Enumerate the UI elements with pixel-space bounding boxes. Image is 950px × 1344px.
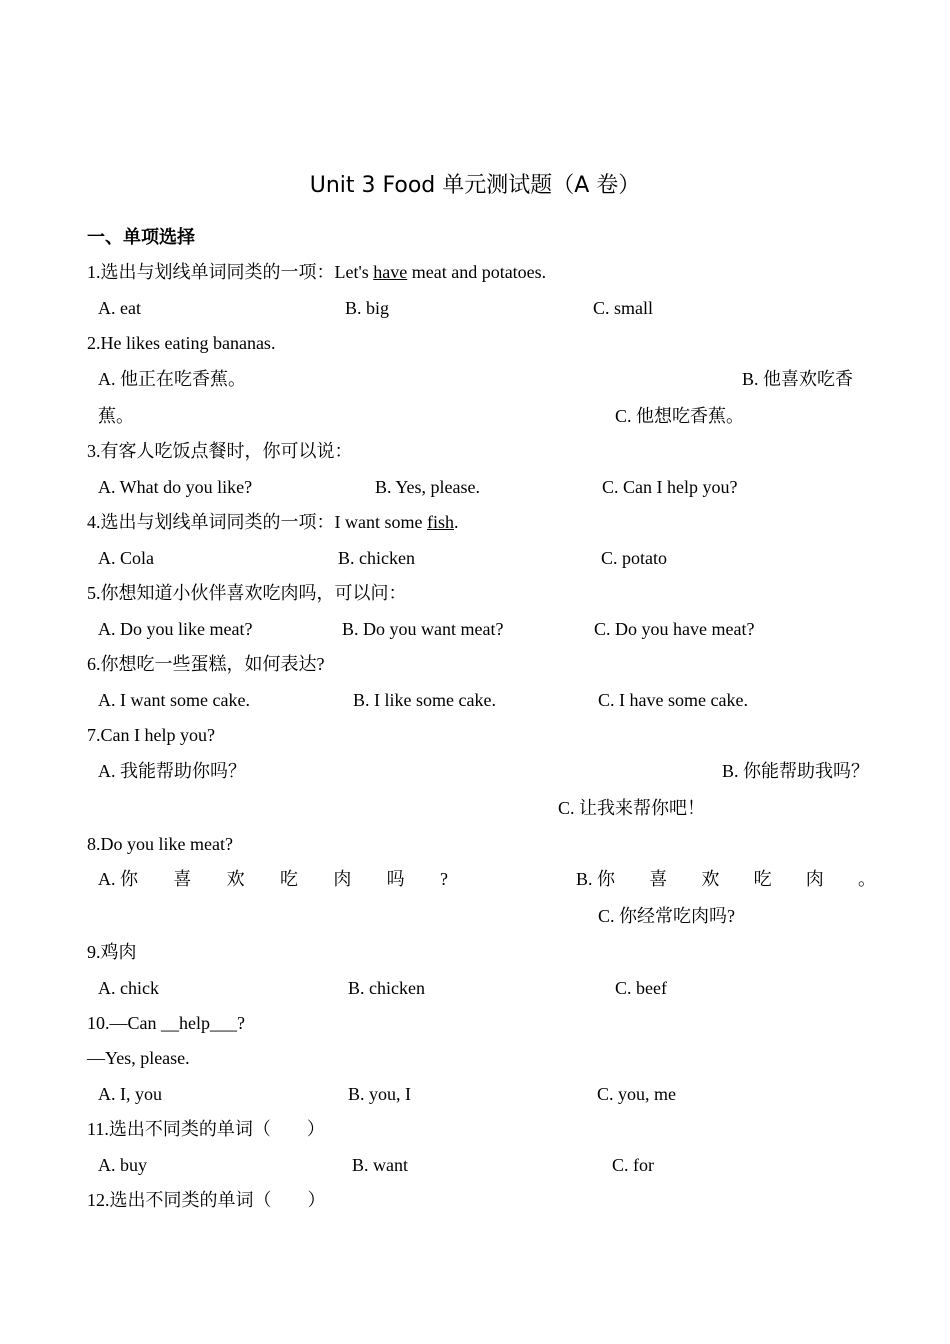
question-8-option-b-char: 。 (857, 869, 876, 889)
question-10-option-a[interactable]: A. I, you (98, 1084, 162, 1104)
question-8-option-b-char: 喜 (649, 869, 668, 889)
question-1-option-a[interactable]: A. eat (98, 298, 141, 318)
question-5-stem: 5.你想知道小伙伴喜欢吃肉吗，可以问： (87, 583, 407, 603)
question-7-option-c[interactable]: C. 让我来帮你吧！ (558, 798, 706, 818)
question-4-stem-suffix: . (453, 512, 459, 532)
question-11-stem: 11.选出不同类的单词（ ） (87, 1119, 325, 1139)
question-8-option-b-char: B. 你 (576, 869, 616, 889)
question-6-option-c[interactable]: C. I have some cake. (598, 690, 748, 710)
question-8-option-b-char: 欢 (701, 869, 720, 889)
page-title: Unit 3 Food 单元测试题（A 卷） (309, 173, 641, 198)
question-4-stem-prefix: 4.选出与划线单词同类的一项：I want some (87, 512, 427, 532)
question-2-option-c[interactable]: C. 他想吃香蕉。 (615, 406, 745, 426)
question-5-option-c[interactable]: C. Do you have meat? (594, 619, 755, 639)
question-2-stem: 2.He likes eating bananas. (87, 333, 276, 353)
question-1-stem-suffix: meat and potatoes. (407, 262, 547, 282)
question-8-option-b-char: 肉 (805, 869, 824, 889)
question-1-stem-prefix: 1.选出与划线单词同类的一项：Let's (87, 262, 374, 282)
question-11-option-b[interactable]: B. want (352, 1155, 408, 1175)
question-10-stem-reply: —Yes, please. (87, 1048, 190, 1068)
question-11-option-c[interactable]: C. for (612, 1155, 654, 1175)
question-6-stem: 6.你想吃一些蛋糕，如何表达? (87, 654, 325, 674)
question-7-option-b[interactable]: B. 你能帮助我吗？ (722, 761, 870, 781)
question-1-underlined-word: have (373, 262, 408, 282)
question-3-option-a[interactable]: A. What do you like? (98, 477, 253, 497)
question-4-underlined-word: fish (426, 512, 454, 532)
question-8-option-b[interactable] (576, 867, 876, 891)
question-8-option-a-char: 吃 (279, 869, 298, 889)
question-9-option-c[interactable]: C. beef (615, 978, 667, 998)
question-6-option-b[interactable]: B. I like some cake. (353, 690, 496, 710)
question-10-option-b[interactable]: B. you, I (348, 1084, 411, 1104)
question-8-option-a-char: ? (439, 869, 448, 889)
question-7-stem: 7.Can I help you? (87, 725, 215, 745)
section-heading: 一、单项选择 (87, 227, 195, 247)
question-3-option-c[interactable]: C. Can I help you? (602, 477, 738, 497)
question-2-option-a[interactable]: A. 他正在吃香蕉。 (98, 369, 246, 389)
question-2-option-b[interactable]: B. 他喜欢吃香 (742, 369, 854, 389)
question-8-option-a-char: 欢 (226, 869, 245, 889)
question-9-option-a[interactable]: A. chick (98, 978, 159, 998)
question-2-option-b-continued[interactable]: 蕉。 (98, 406, 134, 426)
question-4-option-b[interactable]: B. chicken (338, 548, 415, 568)
question-9-option-b[interactable]: B. chicken (348, 978, 425, 998)
question-9-stem: 9.鸡肉 (87, 942, 137, 962)
question-10-option-c[interactable]: C. you, me (597, 1084, 676, 1104)
question-8-option-a-char: A. 你 (98, 869, 138, 889)
question-8-option-a[interactable] (98, 867, 448, 891)
question-5-option-a[interactable]: A. Do you like meat? (98, 619, 253, 639)
question-12-stem: 12.选出不同类的单词（ ） (87, 1190, 326, 1210)
question-10-stem: 10.—Can __help___? (87, 1013, 245, 1033)
question-4-option-a[interactable]: A. Cola (98, 548, 154, 568)
question-1-option-c[interactable]: C. small (593, 298, 654, 318)
question-7-option-a[interactable]: A. 我能帮助你吗？ (98, 761, 246, 781)
question-1-stem (87, 260, 546, 284)
question-6-option-a[interactable]: A. I want some cake. (98, 690, 250, 710)
question-8-stem: 8.Do you like meat? (87, 834, 233, 854)
question-8-option-a-char: 喜 (173, 869, 192, 889)
question-4-option-c[interactable]: C. potato (601, 548, 667, 568)
question-5-option-b[interactable]: B. Do you want meat? (342, 619, 504, 639)
question-8-option-c[interactable]: C. 你经常吃肉吗? (598, 906, 735, 926)
question-8-option-b-char: 吃 (753, 869, 772, 889)
question-3-stem: 3.有客人吃饭点餐时，你可以说： (87, 441, 353, 461)
question-3-option-b[interactable]: B. Yes, please. (375, 477, 481, 497)
question-8-option-a-char: 肉 (333, 869, 352, 889)
question-4-stem (87, 510, 458, 534)
question-8-option-a-char: 吗 (386, 869, 405, 889)
question-1-option-b[interactable]: B. big (345, 298, 390, 318)
question-11-option-a[interactable]: A. buy (98, 1155, 147, 1175)
